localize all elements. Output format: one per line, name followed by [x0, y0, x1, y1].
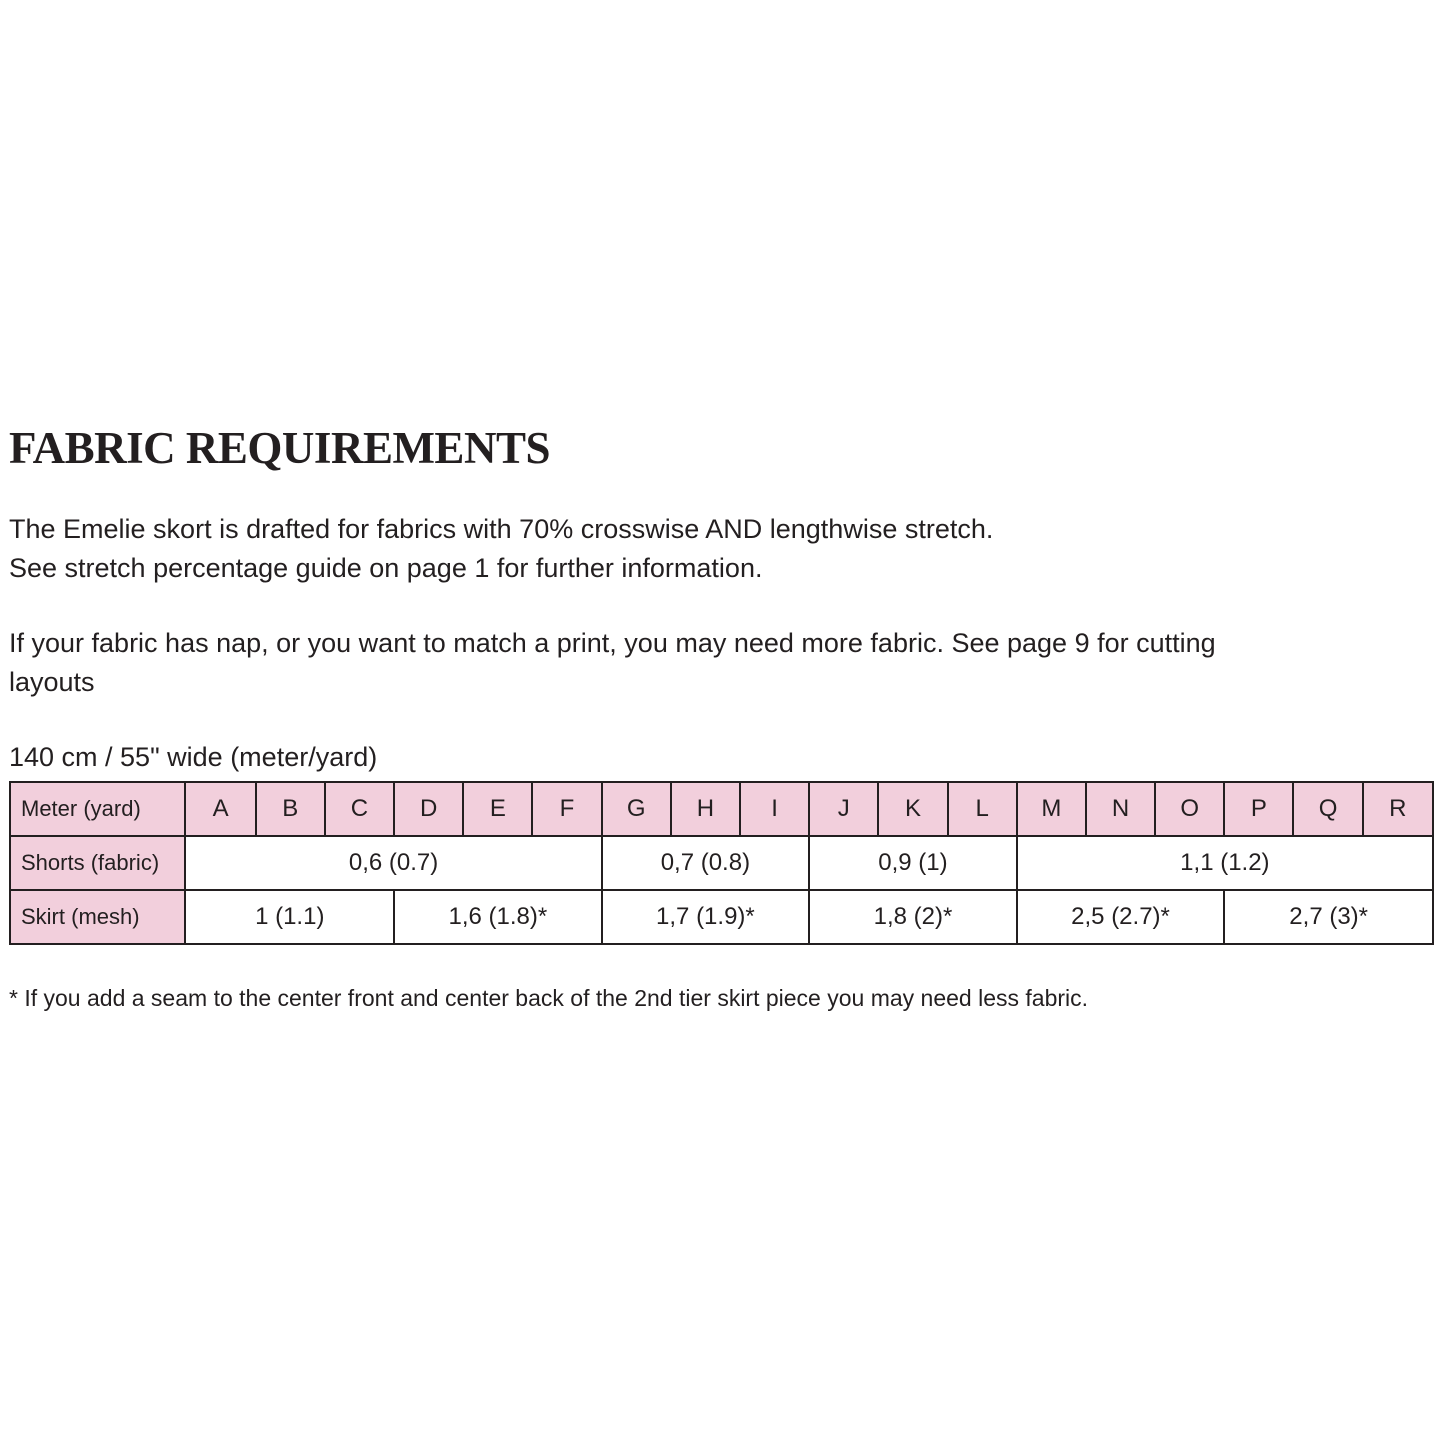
header-label: Meter (yard)	[10, 782, 185, 836]
intro-line-1: The Emelie skort is drafted for fabrics with 70% crosswise AND lengthwise stretch.	[9, 514, 994, 544]
skirt-value-p-r: 2,7 (3)*	[1224, 890, 1433, 944]
size-header: B	[256, 782, 325, 836]
size-header-row	[10, 782, 1433, 836]
size-header: O	[1155, 782, 1224, 836]
skirt-row	[10, 890, 1433, 944]
shorts-value-a-f: 0,6 (0.7)	[185, 836, 601, 890]
size-header: N	[1086, 782, 1155, 836]
size-header: R	[1363, 782, 1433, 836]
size-header: P	[1224, 782, 1293, 836]
table-caption: 140 cm / 55" wide (meter/yard)	[9, 742, 378, 772]
skirt-value-g-i: 1,7 (1.9)*	[602, 890, 810, 944]
size-header: E	[463, 782, 532, 836]
skirt-value-m-o: 2,5 (2.7)*	[1017, 890, 1225, 944]
nap-note-line-1: If your fabric has nap, or you want to match a print, you may need more fabric. See page 9 for cutting	[9, 628, 1216, 658]
size-header: H	[671, 782, 740, 836]
footnote: * If you add a seam to the center front and center back of the 2nd tier skirt piece you may need less fabric.	[9, 985, 1089, 1011]
skirt-value-a-c: 1 (1.1)	[185, 890, 394, 944]
page-title: FABRIC REQUIREMENTS	[9, 423, 550, 473]
intro-paragraph	[9, 510, 993, 588]
size-header: I	[740, 782, 809, 836]
size-header: A	[185, 782, 255, 836]
nap-note-line-2: layouts	[9, 667, 95, 697]
size-header: Q	[1293, 782, 1362, 836]
skirt-value-d-f: 1,6 (1.8)*	[394, 890, 602, 944]
shorts-row-label: Shorts (fabric)	[10, 836, 185, 890]
skirt-row-label: Skirt (mesh)	[10, 890, 185, 944]
shorts-row	[10, 836, 1433, 890]
fabric-requirements-table	[9, 781, 1434, 945]
nap-note-paragraph	[9, 624, 1216, 702]
size-header: G	[602, 782, 671, 836]
skirt-value-j-l: 1,8 (2)*	[809, 890, 1017, 944]
intro-line-2: See stretch percentage guide on page 1 for further information.	[9, 553, 763, 583]
size-header: L	[948, 782, 1017, 836]
shorts-value-m-r: 1,1 (1.2)	[1017, 836, 1433, 890]
shorts-value-g-i: 0,7 (0.8)	[602, 836, 810, 890]
shorts-value-j-l: 0,9 (1)	[809, 836, 1017, 890]
size-header: K	[878, 782, 947, 836]
size-header: C	[325, 782, 394, 836]
size-header: F	[532, 782, 601, 836]
size-header: J	[809, 782, 878, 836]
size-header: M	[1017, 782, 1086, 836]
size-header: D	[394, 782, 463, 836]
